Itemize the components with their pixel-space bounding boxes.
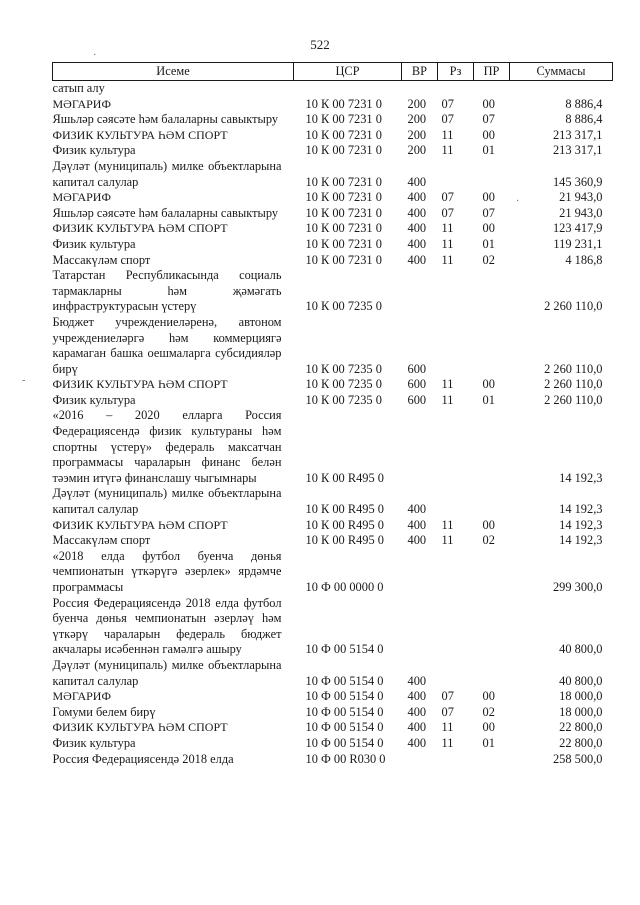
cell-vr — [402, 752, 438, 768]
cell-sum: 2 260 110,0 — [544, 299, 603, 314]
cell-name: «2018 елда футбол буенча дөнья чемпионатын үткәрүгә әзерлек» ярдәмче программасы — [52, 548, 282, 594]
cell-csr: 10 Ф 00 5154 0 — [305, 689, 384, 704]
cell-rz — [438, 486, 474, 517]
table-row — [53, 518, 613, 534]
cell-vr — [402, 596, 438, 658]
cell-rz — [438, 159, 474, 190]
cell-sum: 14 192,3 — [559, 470, 603, 485]
cell-csr: 10 К 00 7235 0 — [305, 377, 382, 392]
cell-rz — [438, 315, 474, 377]
cell-vr: 200 — [407, 143, 427, 158]
cell-name: МӘГАРИФ — [52, 689, 111, 704]
table-row — [53, 736, 613, 752]
cell-csr: 10 К 00 7231 0 — [305, 252, 382, 267]
table-row — [53, 658, 613, 689]
cell-csr: 10 К 00 7231 0 — [305, 174, 382, 189]
cell-pr: 01 — [482, 143, 495, 158]
cell-pr: 00 — [482, 127, 495, 142]
cell-sum: 18 000,0 — [559, 689, 603, 704]
table-row — [53, 206, 613, 222]
cell-pr: 07 — [482, 112, 495, 127]
cell-sum: 21 943,0 — [559, 190, 603, 205]
cell-pr: 07 — [482, 205, 495, 220]
table-row — [53, 377, 613, 393]
column-header-csr: ЦСР — [294, 63, 402, 81]
cell-rz — [438, 549, 474, 596]
cell-csr: 10 Ф 00 5154 0 — [305, 735, 384, 750]
cell-rz: 07 — [441, 704, 454, 719]
cell-rz: 11 — [441, 533, 454, 548]
cell-pr: 00 — [482, 517, 495, 532]
cell-vr: 400 — [407, 236, 427, 251]
column-header-rz: Рз — [438, 63, 474, 81]
cell-pr — [474, 315, 510, 377]
cell-sum: 119 231,1 — [553, 236, 603, 251]
cell-pr: 02 — [482, 704, 495, 719]
column-header-sum: Суммасы — [510, 63, 613, 81]
cell-csr — [294, 81, 402, 97]
cell-pr: 02 — [482, 252, 495, 267]
cell-pr — [474, 408, 510, 486]
cell-vr: 600 — [407, 377, 427, 392]
cell-vr: 400 — [407, 190, 427, 205]
cell-sum: 40 800,0 — [559, 642, 603, 657]
cell-vr: 400 — [407, 252, 427, 267]
table-row — [53, 689, 613, 705]
cell-name: Дәүләт (муниципаль) милке объектларына капитал салулар — [52, 657, 282, 688]
cell-vr: 400 — [407, 205, 427, 220]
cell-sum: 14 192,3 — [559, 533, 603, 548]
table-row — [53, 81, 613, 97]
cell-name: ФИЗИК КУЛЬТУРА ҺӘМ СПОРТ — [52, 127, 228, 142]
cell-csr: 10 К 00 7235 0 — [305, 361, 382, 376]
cell-pr: 01 — [482, 392, 495, 407]
scan-dot: - — [22, 375, 26, 386]
cell-pr: 00 — [482, 377, 495, 392]
scan-dot: · — [93, 50, 97, 61]
cell-rz: 07 — [441, 689, 454, 704]
cell-rz: 11 — [441, 377, 454, 392]
cell-vr: 200 — [407, 96, 427, 111]
cell-name: Татарстан Республикасында социаль тармакларны һәм җәмәгать инфраструктурасын үстерү — [52, 268, 282, 314]
cell-name: МӘГАРИФ — [52, 190, 111, 205]
cell-vr: 400 — [407, 174, 427, 189]
cell-name: Дәүләт (муниципаль) милке объектларына капитал салулар — [52, 158, 282, 189]
cell-pr: 00 — [482, 221, 495, 236]
cell-csr: 10 К 00 7231 0 — [305, 96, 382, 111]
cell-name: Дәүләт (муниципаль) милке объектларына капитал салулар — [52, 486, 282, 517]
cell-rz — [438, 658, 474, 689]
table-row — [53, 268, 613, 315]
cell-rz: 07 — [441, 190, 454, 205]
cell-rz: 11 — [441, 143, 454, 158]
cell-csr: 10 К 00 R495 0 — [305, 533, 384, 548]
cell-name: «2016 – 2020 елларга Россия Федерациясендә физик культураны һәм спортны үстерү» федераль максатчан программасы чараларын финанс белән тәэмин итүгә финанслашу чыгымнары — [52, 408, 282, 485]
cell-rz: 11 — [441, 720, 454, 735]
cell-rz: 11 — [441, 221, 454, 236]
cell-rz — [438, 408, 474, 486]
cell-name: ФИЗИК КУЛЬТУРА ҺӘМ СПОРТ — [52, 517, 228, 532]
table-row — [53, 720, 613, 736]
table-row — [53, 159, 613, 190]
cell-pr: 00 — [482, 720, 495, 735]
cell-rz: 11 — [441, 236, 454, 251]
cell-rz — [438, 81, 474, 97]
cell-vr: 400 — [407, 673, 427, 688]
table-row — [53, 752, 613, 768]
cell-rz — [438, 752, 474, 768]
cell-sum: 14 192,3 — [559, 502, 603, 517]
cell-csr: 10 К 00 7231 0 — [305, 112, 382, 127]
cell-csr: 10 К 00 7231 0 — [305, 236, 382, 251]
cell-sum: 40 800,0 — [559, 673, 603, 688]
cell-csr: 10 Ф 00 5154 0 — [305, 673, 384, 688]
cell-sum: 258 500,0 — [552, 751, 603, 766]
cell-pr — [474, 658, 510, 689]
table-row — [53, 221, 613, 237]
cell-rz: 11 — [441, 252, 454, 267]
cell-sum: 8 886,4 — [565, 96, 603, 111]
table-row — [53, 486, 613, 517]
cell-pr: 00 — [482, 689, 495, 704]
column-header-name: Исеме — [53, 63, 294, 81]
cell-vr: 400 — [407, 704, 427, 719]
cell-csr: 10 Ф 00 5154 0 — [305, 642, 384, 657]
cell-pr — [474, 549, 510, 596]
table-row — [53, 97, 613, 113]
page-number: 522 — [310, 37, 330, 52]
cell-name: Гомуми белем бирү — [52, 704, 156, 719]
scan-dot: · — [516, 196, 520, 207]
cell-sum: 213 317,1 — [552, 127, 603, 142]
cell-name: Яшьләр сәясәте һәм балаларны савыктыру — [52, 205, 279, 220]
cell-name: ФИЗИК КУЛЬТУРА ҺӘМ СПОРТ — [52, 221, 228, 236]
cell-sum: 22 800,0 — [559, 735, 603, 750]
cell-sum: 213 317,1 — [552, 143, 603, 158]
cell-pr: 00 — [482, 96, 495, 111]
cell-rz: 07 — [441, 205, 454, 220]
cell-vr: 400 — [407, 221, 427, 236]
cell-vr — [402, 81, 438, 97]
cell-vr: 200 — [407, 127, 427, 142]
cell-csr: 10 К 00 7235 0 — [305, 392, 382, 407]
cell-rz: 11 — [441, 735, 454, 750]
cell-csr: 10 К 00 7231 0 — [305, 143, 382, 158]
cell-rz: 11 — [441, 392, 454, 407]
cell-pr: 01 — [482, 735, 495, 750]
table-row — [53, 408, 613, 486]
cell-vr: 400 — [407, 502, 427, 517]
cell-name: сатып алу — [52, 81, 105, 95]
cell-sum: 2 260 110,0 — [544, 361, 603, 376]
cell-pr: 01 — [482, 236, 495, 251]
cell-name: Массакүләм спорт — [52, 252, 151, 267]
cell-name: Физик культура — [52, 236, 136, 251]
cell-csr: 10 Ф 00 5154 0 — [305, 704, 384, 719]
table-row — [53, 253, 613, 269]
cell-vr: 400 — [407, 689, 427, 704]
cell-sum: 2 260 110,0 — [544, 377, 603, 392]
cell-csr: 10 К 00 R495 0 — [305, 502, 384, 517]
table-row — [53, 705, 613, 721]
table-row — [53, 128, 613, 144]
table-row — [53, 549, 613, 596]
cell-csr: 10 К 00 7231 0 — [305, 221, 382, 236]
cell-sum: 21 943,0 — [559, 205, 603, 220]
cell-vr: 200 — [407, 112, 427, 127]
column-header-pr: ПР — [474, 63, 510, 81]
cell-vr: 400 — [407, 735, 427, 750]
cell-name: Физик культура — [52, 143, 136, 158]
cell-pr: 02 — [482, 533, 495, 548]
table-row — [53, 533, 613, 549]
cell-csr: 10 К 00 R495 0 — [305, 470, 384, 485]
cell-csr: 10 Ф 00 5154 0 — [305, 720, 384, 735]
cell-sum: 14 192,3 — [559, 517, 603, 532]
cell-vr — [402, 268, 438, 315]
cell-pr — [474, 81, 510, 97]
cell-pr: 00 — [482, 190, 495, 205]
cell-pr — [474, 486, 510, 517]
cell-vr: 600 — [407, 361, 427, 376]
cell-pr — [474, 159, 510, 190]
budget-table — [52, 62, 613, 767]
cell-csr: 10 К 00 R495 0 — [305, 517, 384, 532]
cell-name: МӘГАРИФ — [52, 96, 111, 111]
table-row — [53, 596, 613, 658]
cell-name: Физик культура — [52, 735, 136, 750]
cell-sum: 18 000,0 — [559, 704, 603, 719]
table-row — [53, 143, 613, 159]
cell-pr — [474, 596, 510, 658]
cell-name: Яшьләр сәясәте һәм балаларны савыктыру — [52, 112, 279, 127]
cell-sum: 299 300,0 — [552, 580, 603, 594]
cell-rz: 11 — [441, 127, 454, 142]
cell-rz: 11 — [441, 517, 454, 532]
cell-csr: 10 К 00 7235 0 — [305, 299, 382, 314]
cell-sum — [510, 81, 613, 97]
cell-sum: 4 186,8 — [565, 252, 603, 267]
cell-vr — [402, 549, 438, 596]
cell-sum: 2 260 110,0 — [544, 392, 603, 407]
table-row — [53, 112, 613, 128]
table-header-row — [53, 63, 613, 81]
cell-csr: 10 К 00 7231 0 — [305, 127, 382, 142]
cell-csr: 10 Ф 00 R030 0 — [305, 751, 386, 766]
cell-sum: 8 886,4 — [565, 112, 603, 127]
cell-pr — [474, 752, 510, 768]
cell-name: Россия Федерациясендә 2018 елда — [52, 751, 234, 766]
cell-vr: 400 — [407, 533, 427, 548]
table-row — [53, 315, 613, 377]
cell-vr: 400 — [407, 517, 427, 532]
cell-rz: 07 — [441, 112, 454, 127]
cell-sum: 123 417,9 — [552, 221, 603, 236]
table-row — [53, 237, 613, 253]
cell-pr — [474, 268, 510, 315]
cell-csr: 10 К 00 7231 0 — [305, 190, 382, 205]
cell-vr: 600 — [407, 392, 427, 407]
cell-name: ФИЗИК КУЛЬТУРА ҺӘМ СПОРТ — [52, 377, 228, 392]
cell-rz — [438, 268, 474, 315]
column-header-vr: ВР — [402, 63, 438, 81]
table-row — [53, 393, 613, 409]
cell-csr: 10 Ф 00 0000 0 — [305, 580, 384, 594]
cell-name: Бюджет учреждениеләренә, автоном учреждениеләргә һәм коммерциягә карамаган башка оешмаларга субсидияләр бирү — [52, 314, 282, 376]
cell-name: Массакүләм спорт — [52, 533, 151, 548]
cell-vr — [402, 408, 438, 486]
cell-name: Россия Федерациясендә 2018 елда футбол буенча дөнья чемпионатын әзерләү һәм үткәрү чараларын федераль бюджет акчалары исәбеннән гамәлгә ашыру — [52, 595, 282, 657]
cell-name: ФИЗИК КУЛЬТУРА ҺӘМ СПОРТ — [52, 720, 228, 735]
table-row — [53, 190, 613, 206]
cell-name: Физик культура — [52, 392, 136, 407]
cell-rz: 07 — [441, 96, 454, 111]
cell-csr: 10 К 00 7231 0 — [305, 205, 382, 220]
cell-sum: 22 800,0 — [559, 720, 603, 735]
cell-vr: 400 — [407, 720, 427, 735]
cell-rz — [438, 596, 474, 658]
cell-sum: 145 360,9 — [552, 174, 603, 189]
